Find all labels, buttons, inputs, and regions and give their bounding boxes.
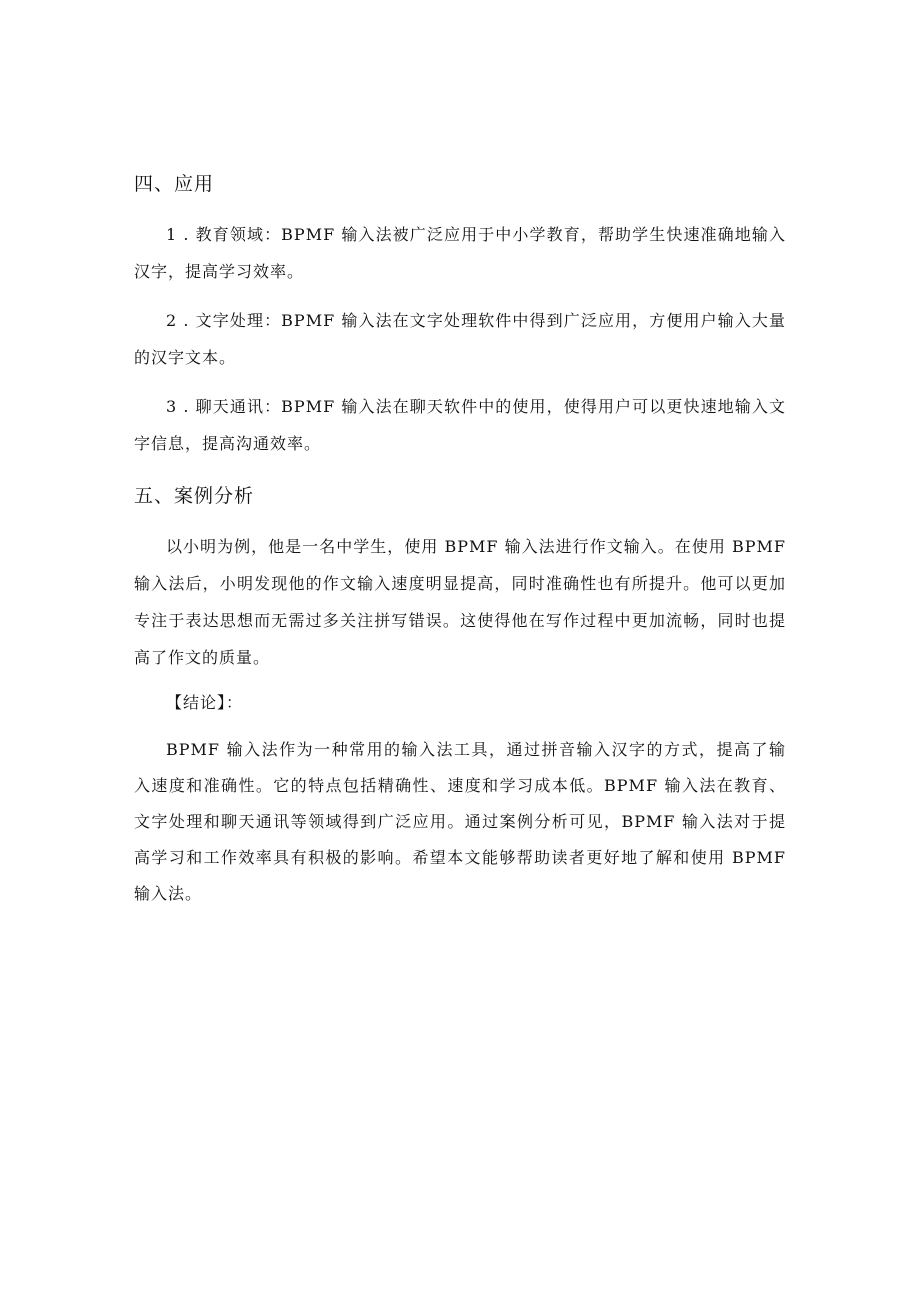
conclusion-label: 【结论】： bbox=[166, 693, 244, 712]
section-heading-case-analysis: 五、案例分析 bbox=[134, 485, 255, 507]
application-item-education: 1 . 教育领域：BPMF 输入法被广泛应用于中小学教育，帮助学生快速准确地输入汉字，提高学习效率。 bbox=[134, 225, 786, 281]
application-item-text-processing: 2 . 文字处理：BPMF 输入法在文字处理软件中得到广泛应用，方便用户输入大量的汉字文本。 bbox=[134, 311, 786, 367]
section-heading-applications: 四、应用 bbox=[134, 173, 215, 195]
conclusion-paragraph: BPMF 输入法作为一种常用的输入法工具，通过拼音输入汉字的方式，提高了输入速度和准确性。它的特点包括精确性、速度和学习成本低。BPMF 输入法在教育、文字处理和聊天通讯等领域得到广泛应用。通过案例分析可见，BPMF 输入法对于提高学习和工作效率具有积极的影响。希望本文能够帮助读者更好地了解和使用 BPMF 输入法。 bbox=[134, 740, 786, 903]
application-item-chat: 3 . 聊天通讯：BPMF 输入法在聊天软件中的使用，使得用户可以更快速地输入文字信息，提高沟通效率。 bbox=[134, 397, 786, 453]
case-analysis-paragraph: 以小明为例，他是一名中学生，使用 BPMF 输入法进行作文输入。在使用 BPMF 输入法后，小明发现他的作文输入速度明显提高，同时准确性也有所提升。他可以更加专注于表达思想而无需过多关注拼写错误。这使得他在写作过程中更加流畅，同时也提高了作文的质量。 bbox=[134, 537, 786, 667]
